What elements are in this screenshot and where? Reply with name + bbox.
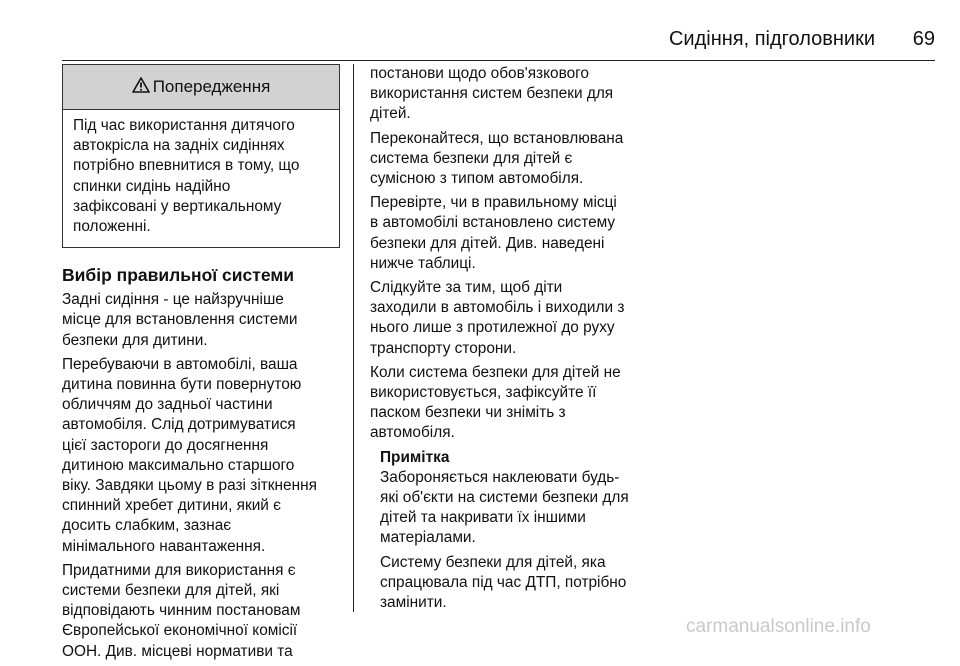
warning-triangle-icon bbox=[132, 77, 153, 98]
right-column bbox=[370, 64, 636, 617]
paragraph: постанови щодо обов'язкового використання систем безпеки для дітей. bbox=[370, 65, 614, 123]
note-paragraph: Забороняється наклеювати будь- які об'єкти на системи безпеки для дітей та накривати їх іншими матеріалами. bbox=[380, 468, 629, 547]
paragraph: Перебуваючи в автомобілі, ваша дитина повинна бути повернутою обличчям до задньої частини автомобіля. Слід дотримуватися цієї застороги до досягнення дитиною максимально старшого віку. Завдяки цьому в разі зіткнення спинний хребет дитини, який є досить слабким, зазнає мінімального навантаження. bbox=[62, 355, 317, 555]
paragraph: Придатними для використання є системи безпеки для дітей, які відповідають чинним постановам Європейської економічної комісії ООН. Див. місцеві нормативи та bbox=[62, 561, 301, 660]
watermark: carmanualsonline.info bbox=[686, 616, 871, 637]
page-number: 69 bbox=[912, 28, 935, 50]
note-title: Примітка bbox=[380, 448, 450, 466]
warning-text: Під час використання дитячого автокрісла на задніх сидіннях потрібно впевнитися в тому, що спинки сидінь надійно зафіксовані у вертикальному положенні. bbox=[73, 117, 300, 236]
note-paragraph: Систему безпеки для дітей, яка спрацювала під час ДТП, потрібно замінити. bbox=[380, 553, 627, 612]
column-divider bbox=[353, 64, 354, 612]
warning-box bbox=[62, 64, 340, 248]
paragraph: Переконайтеся, що встановлювана система безпеки для дітей є сумісною з типом автомобіля. bbox=[370, 129, 624, 188]
left-column bbox=[62, 64, 340, 666]
warning-title: Попередження bbox=[152, 77, 271, 96]
section-heading: Вибір правильної системи bbox=[62, 265, 295, 286]
paragraph: Перевірте, чи в правильному місці в автомобілі встановлено систему безпеки для дітей. Див. наведені нижче таблиці. bbox=[370, 194, 617, 272]
note-block bbox=[370, 448, 636, 614]
paragraph: Коли система безпеки для дітей не використовується, зафіксуйте її паском безпеки чи зніміть з автомобіля. bbox=[370, 363, 621, 442]
page-header-title: Сидіння, підголовники bbox=[668, 28, 875, 50]
warning-header bbox=[63, 65, 339, 110]
paragraph: Слідкуйте за тим, щоб діти заходили в автомобіль і виходили з нього лише з протилежної до руху транспорту сторони. bbox=[370, 279, 625, 357]
paragraph: Задні сидіння - це найзручніше місце для встановлення системи безпеки для дитини. bbox=[62, 291, 298, 349]
header-rule bbox=[62, 60, 935, 61]
